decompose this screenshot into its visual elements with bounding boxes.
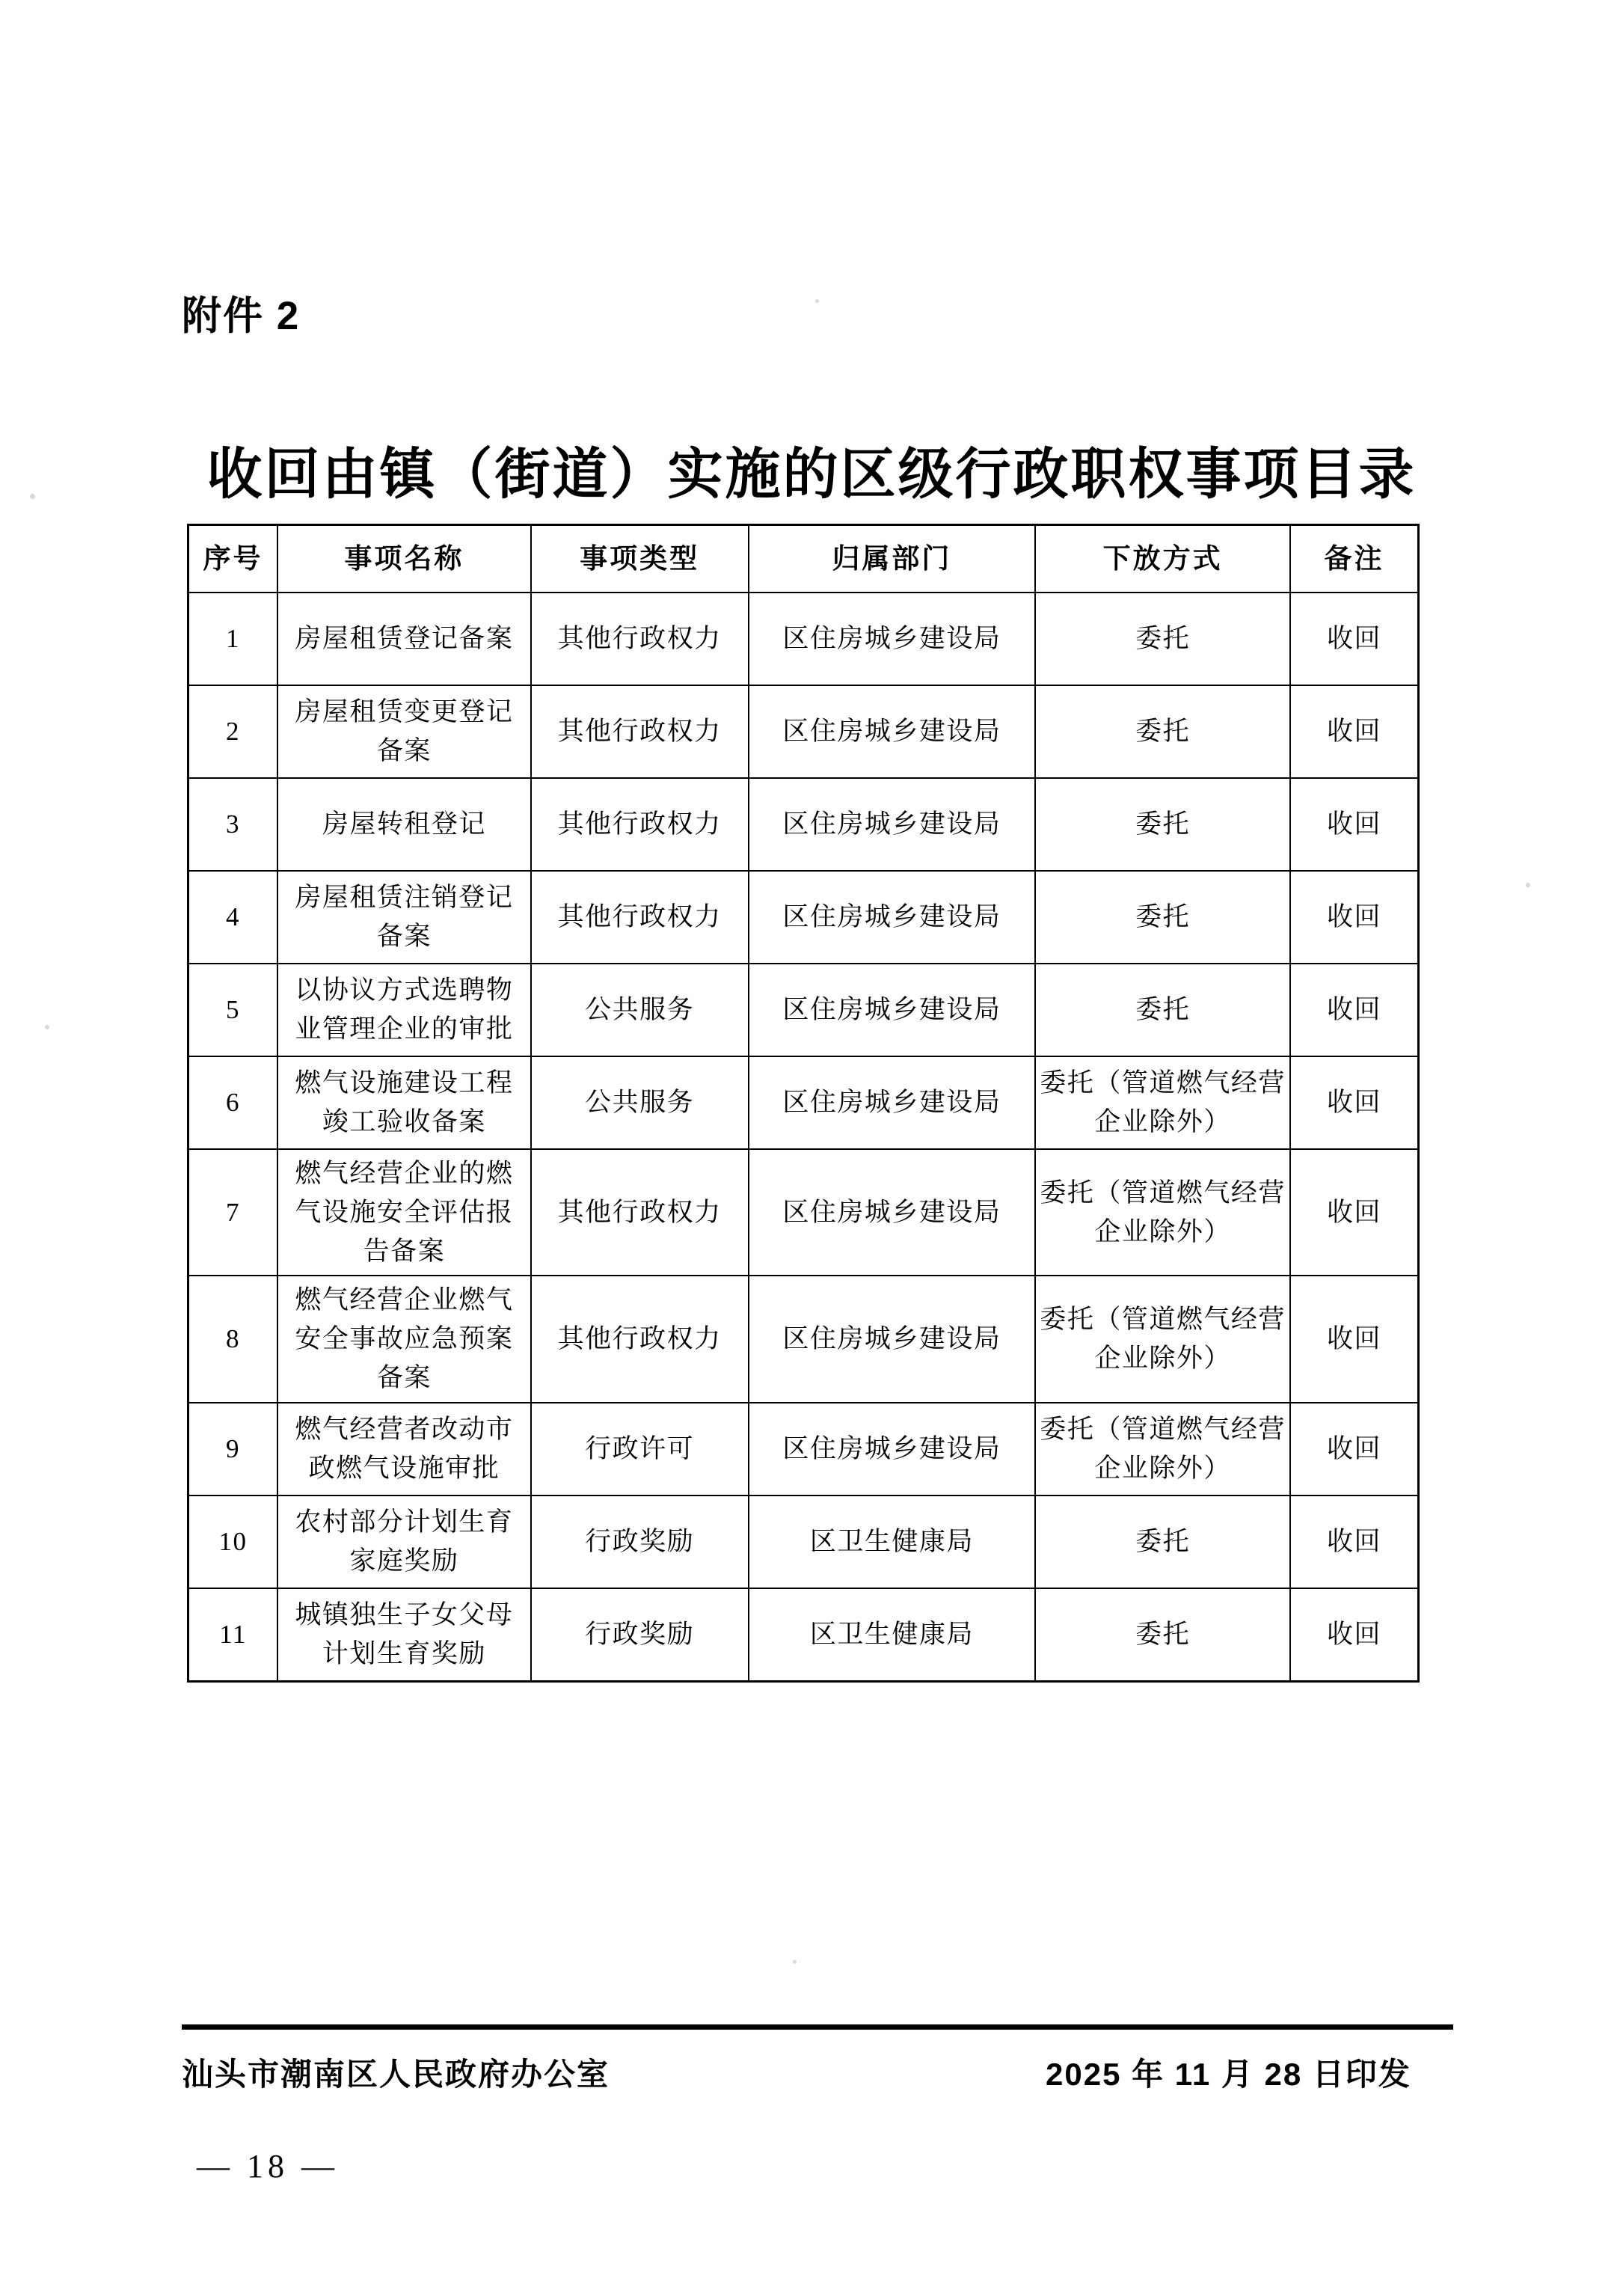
cell-type: 其他行政权力 [531, 778, 749, 871]
cell-no: 10 [188, 1496, 278, 1588]
cell-mode: 委托 [1035, 1588, 1290, 1682]
cell-no: 1 [188, 593, 278, 685]
cell-no: 6 [188, 1056, 278, 1149]
cell-dept: 区住房城乡建设局 [749, 871, 1036, 964]
cell-dept: 区卫生健康局 [749, 1496, 1036, 1588]
cell-type: 其他行政权力 [531, 1149, 749, 1276]
cell-name: 农村部分计划生育家庭奖励 [277, 1496, 530, 1588]
cell-no: 4 [188, 871, 278, 964]
cell-dept: 区住房城乡建设局 [749, 778, 1036, 871]
cell-memo: 收回 [1290, 1276, 1419, 1402]
cell-dept: 区住房城乡建设局 [749, 1056, 1036, 1149]
table-row [188, 593, 1419, 685]
cell-mode: 委托（管道燃气经营企业除外） [1035, 1149, 1290, 1276]
cell-mode: 委托 [1035, 593, 1290, 685]
table-row [188, 685, 1419, 778]
page-number: — 18 — [197, 2148, 339, 2185]
cell-name: 房屋转租登记 [277, 778, 530, 871]
table-row [188, 1403, 1419, 1496]
cell-mode: 委托 [1035, 685, 1290, 778]
cell-mode: 委托 [1035, 1496, 1290, 1588]
footer-issuer: 汕头市潮南区人民政府办公室 [182, 2057, 610, 2092]
cell-dept: 区卫生健康局 [749, 1588, 1036, 1682]
table-header [188, 525, 1419, 593]
column-header-name: 事项名称 [277, 525, 530, 593]
cell-type: 其他行政权力 [531, 685, 749, 778]
page-title: 收回由镇（街道）实施的区级行政职权事项目录 [206, 442, 1417, 505]
cell-memo: 收回 [1290, 1149, 1419, 1276]
cell-memo: 收回 [1290, 1403, 1419, 1496]
table-row [188, 871, 1419, 964]
cell-name: 燃气设施建设工程竣工验收备案 [277, 1056, 530, 1149]
table-row [188, 1276, 1419, 1402]
cell-name: 燃气经营企业燃气安全事故应急预案备案 [277, 1276, 530, 1402]
table-row [188, 964, 1419, 1056]
cell-memo: 收回 [1290, 964, 1419, 1056]
table-row [188, 1588, 1419, 1682]
column-header-no: 序号 [188, 525, 278, 593]
table-row [188, 1149, 1419, 1276]
cell-name: 燃气经营者改动市政燃气设施审批 [277, 1403, 530, 1496]
cell-type: 其他行政权力 [531, 593, 749, 685]
cell-mode: 委托 [1035, 871, 1290, 964]
cell-name: 房屋租赁注销登记备案 [277, 871, 530, 964]
cell-mode: 委托 [1035, 964, 1290, 1056]
table-row [188, 778, 1419, 871]
catalog-table-wrapper [187, 524, 1420, 1683]
footer-issue-date: 2025 年 11 月 28 日印发 [1046, 2057, 1411, 2092]
cell-mode: 委托（管道燃气经营企业除外） [1035, 1056, 1290, 1149]
table-body [188, 593, 1419, 1681]
cell-type: 行政许可 [531, 1403, 749, 1496]
cell-no: 2 [188, 685, 278, 778]
cell-memo: 收回 [1290, 685, 1419, 778]
cell-dept: 区住房城乡建设局 [749, 964, 1036, 1056]
cell-name: 以协议方式选聘物业管理企业的审批 [277, 964, 530, 1056]
cell-name: 房屋租赁登记备案 [277, 593, 530, 685]
cell-name: 燃气经营企业的燃气设施安全评估报告备案 [277, 1149, 530, 1276]
column-header-memo: 备注 [1290, 525, 1419, 593]
cell-no: 5 [188, 964, 278, 1056]
catalog-table [187, 524, 1420, 1683]
cell-type: 其他行政权力 [531, 1276, 749, 1402]
column-header-mode: 下放方式 [1035, 525, 1290, 593]
cell-dept: 区住房城乡建设局 [749, 685, 1036, 778]
cell-dept: 区住房城乡建设局 [749, 593, 1036, 685]
footer-divider [182, 2024, 1453, 2030]
cell-type: 行政奖励 [531, 1588, 749, 1682]
cell-type: 公共服务 [531, 964, 749, 1056]
cell-mode: 委托（管道燃气经营企业除外） [1035, 1403, 1290, 1496]
cell-no: 7 [188, 1149, 278, 1276]
cell-memo: 收回 [1290, 1496, 1419, 1588]
cell-name: 城镇独生子女父母计划生育奖励 [277, 1588, 530, 1682]
attachment-label: 附件 2 [182, 294, 301, 338]
table-row [188, 1056, 1419, 1149]
cell-dept: 区住房城乡建设局 [749, 1276, 1036, 1402]
column-header-department: 归属部门 [749, 525, 1036, 593]
cell-no: 9 [188, 1403, 278, 1496]
cell-type: 其他行政权力 [531, 871, 749, 964]
cell-memo: 收回 [1290, 593, 1419, 685]
cell-memo: 收回 [1290, 778, 1419, 871]
cell-mode: 委托 [1035, 778, 1290, 871]
table-row [188, 1496, 1419, 1588]
cell-dept: 区住房城乡建设局 [749, 1149, 1036, 1276]
cell-no: 3 [188, 778, 278, 871]
column-header-type: 事项类型 [531, 525, 749, 593]
cell-type: 公共服务 [531, 1056, 749, 1149]
table-header-row [188, 525, 1419, 593]
cell-name: 房屋租赁变更登记备案 [277, 685, 530, 778]
cell-mode: 委托（管道燃气经营企业除外） [1035, 1276, 1290, 1402]
cell-no: 8 [188, 1276, 278, 1402]
cell-memo: 收回 [1290, 1588, 1419, 1682]
cell-memo: 收回 [1290, 1056, 1419, 1149]
cell-dept: 区住房城乡建设局 [749, 1403, 1036, 1496]
cell-no: 11 [188, 1588, 278, 1682]
cell-type: 行政奖励 [531, 1496, 749, 1588]
cell-memo: 收回 [1290, 871, 1419, 964]
